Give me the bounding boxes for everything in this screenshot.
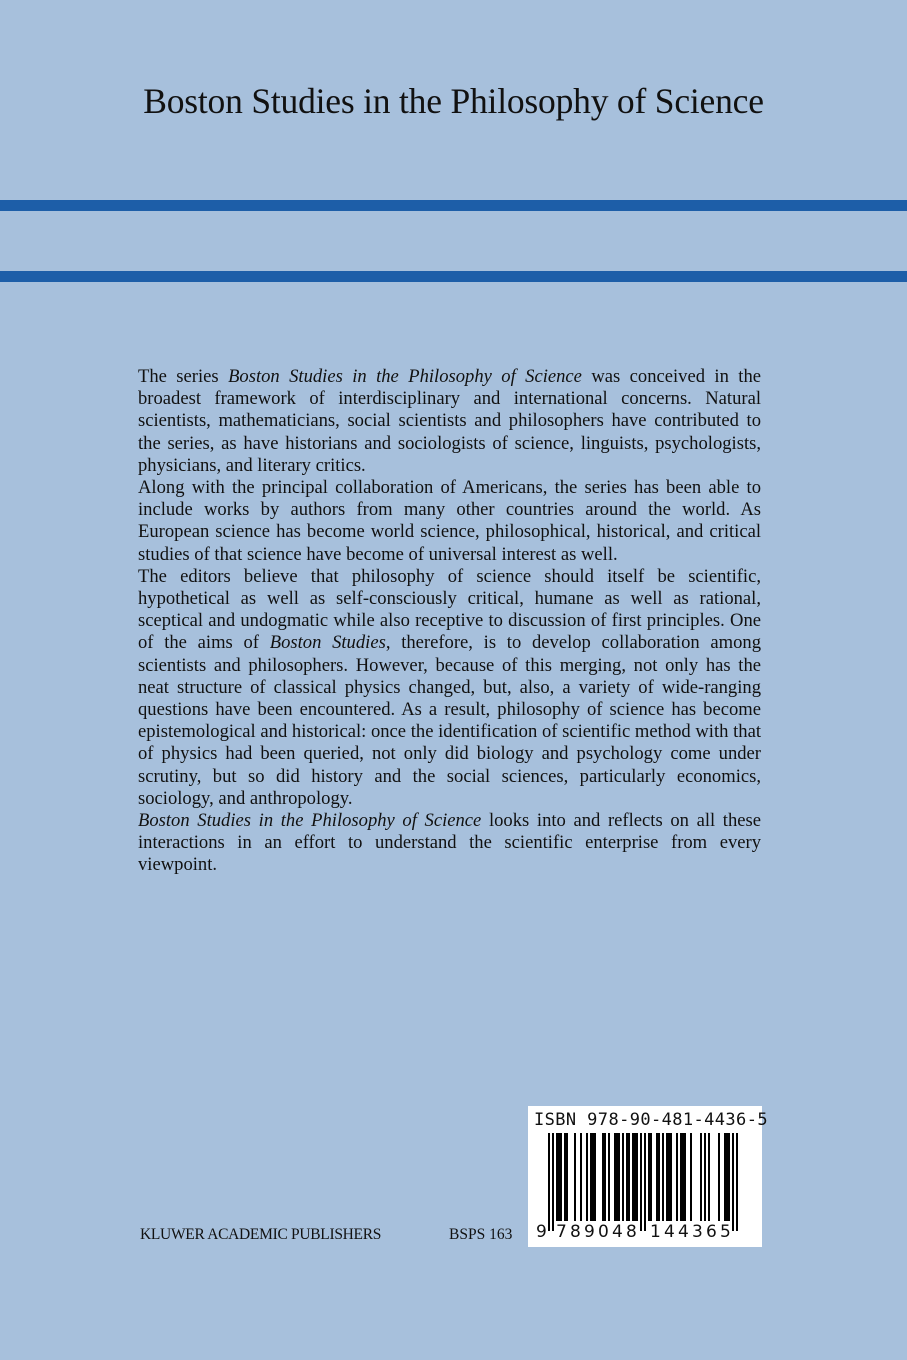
series-number: BSPS 163: [449, 1226, 513, 1243]
text-run: Along with the principal collaboration of Americans, the series has been able to include works by authors from many other countries around the world. As European science has become world science, philosophical, historical, and critical studies of that science have become of universal interest as well.: [138, 477, 761, 565]
barcode-bar: [608, 1133, 610, 1221]
barcode-bar: [670, 1133, 672, 1221]
isbn-barcode: [528, 1106, 768, 1247]
italic-title-run: Boston Studies: [269, 632, 386, 654]
barcode-bar: [566, 1133, 568, 1221]
barcode-bar: [724, 1133, 726, 1221]
ean-digit: 7: [556, 1222, 567, 1242]
barcode-bar: [650, 1133, 652, 1221]
barcode-bar: [708, 1133, 710, 1221]
ean-digit: 0: [598, 1222, 609, 1242]
barcode-bar: [586, 1133, 588, 1221]
series-title: Boston Studies in the Philosophy of Science: [143, 81, 764, 121]
barcode-bar: [616, 1133, 618, 1221]
text-run: looks into and reflects on all these interactions in an effort to understand the scientific enterprise from every viewpoint.: [138, 810, 762, 876]
barcode-bar: [736, 1133, 738, 1231]
ean-digit: 1: [650, 1222, 661, 1242]
barcode-bar: [618, 1133, 620, 1221]
barcode-bar: [684, 1133, 686, 1221]
barcode-bar: [626, 1133, 628, 1221]
ean-digit: 5: [720, 1222, 731, 1242]
barcode-bar: [580, 1133, 582, 1221]
barcode-bar: [644, 1133, 646, 1231]
text-run: was conceived in the broadest framework of interdisciplinary and international concerns. Natural scientists, mathematicians, social scientists and philosophers have contributed to the series, as have historians and sociologists of science, linguists, psychologists, physicians, and literary critics.: [138, 366, 761, 476]
barcode-bar: [662, 1133, 664, 1221]
back-cover-blurb: [138, 366, 761, 877]
barcode-bar: [614, 1133, 616, 1221]
barcode-bar: [632, 1133, 634, 1221]
bottom-rule: [0, 271, 907, 282]
barcode-bar: [700, 1133, 702, 1221]
italic-title-run: Boston Studies in the Philosophy of Science: [228, 366, 582, 387]
barcode-bar: [728, 1133, 730, 1221]
barcode-bar: [622, 1133, 624, 1221]
ean-digit: 9: [536, 1222, 547, 1242]
barcode-bar: [676, 1133, 678, 1221]
barcode-bar: [704, 1133, 706, 1221]
barcode-bar: [556, 1133, 558, 1221]
ean-digit: 8: [626, 1222, 637, 1242]
barcode-bar: [548, 1133, 550, 1231]
ean-digit: 8: [570, 1222, 581, 1242]
barcode-bar: [628, 1133, 630, 1221]
barcode-bar: [560, 1133, 562, 1221]
blurb-paragraph-1: [138, 366, 761, 477]
ean-digit: 4: [678, 1222, 689, 1242]
barcode-bar: [590, 1133, 592, 1221]
blurb-paragraph-2: [138, 477, 761, 566]
top-rule: [0, 200, 907, 211]
barcode-bar: [594, 1133, 596, 1221]
ean-digit: 4: [612, 1222, 623, 1242]
text-run: The editors believe that philosophy of science should itself be scientific, hypothetical as well as self-consciously critical, humane as well as rational, sceptical and undogmatic while also receptive to discussion of first principles. One of the aims of: [138, 565, 761, 654]
barcode-bar: [636, 1133, 638, 1221]
barcode-bar: [602, 1133, 604, 1221]
barcode-bar: [666, 1133, 668, 1221]
barcode-bar: [552, 1133, 554, 1231]
barcode-bar: [634, 1133, 636, 1221]
blurb-paragraph-4: [138, 810, 761, 877]
blurb-paragraph-3: [138, 566, 761, 810]
text-run: , therefore, is to develop collaboration among scientists and philosophers. However, because of this merging, not only has the neat structure of classical physics changed, but, also, a variety of wide-ranging questions have been encountered. As a result, philosophy of science has become epistemological and historical: once the identification of scientific method with that of physics had been queried, not only did biology and psychology come under scrutiny, but so did history and the social sciences, particularly economics, sociology, and anthropology.: [138, 632, 761, 809]
barcode-bar: [640, 1133, 642, 1231]
text-run: The series: [138, 366, 229, 387]
barcode-bar: [658, 1133, 660, 1221]
barcode-bar: [604, 1133, 606, 1221]
barcode-bar: [690, 1133, 692, 1221]
italic-title-run: Boston Studies in the Philosophy of Science: [138, 810, 482, 832]
barcode-bar: [592, 1133, 594, 1221]
barcode-bar: [558, 1133, 560, 1221]
publisher-name: KLUWER ACADEMIC PUBLISHERS: [140, 1226, 382, 1243]
barcode-bar: [564, 1133, 566, 1221]
ean-digit: 6: [706, 1222, 717, 1242]
barcode-bar: [726, 1133, 728, 1221]
barcode-bar: [718, 1133, 720, 1221]
ean-digit: 4: [664, 1222, 675, 1242]
barcode-bar: [574, 1133, 576, 1221]
barcode-bar: [668, 1133, 670, 1221]
barcode-bar: [682, 1133, 684, 1221]
barcode-bar: [732, 1133, 734, 1231]
barcode-bar: [656, 1133, 658, 1221]
ean-digit: 3: [692, 1222, 703, 1242]
barcode-bar: [648, 1133, 650, 1221]
ean-digit: 9: [584, 1222, 595, 1242]
barcode-bar: [680, 1133, 682, 1221]
isbn-label: ISBN 978-90-481-4436-5: [534, 1110, 768, 1130]
